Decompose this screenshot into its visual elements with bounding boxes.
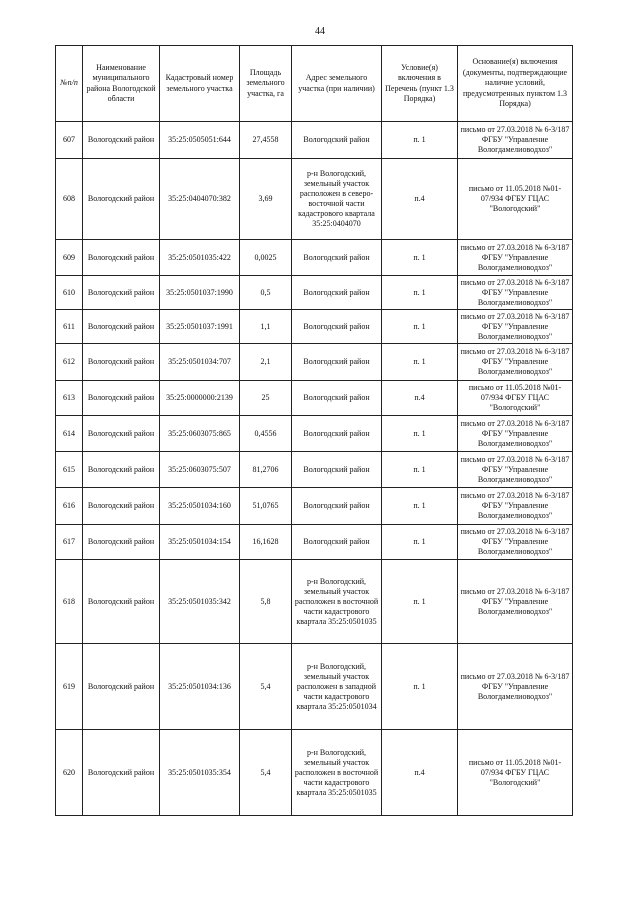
cell-basis: письмо от 11.05.2018 №01-07/934 ФГБУ ГЦАС "Вологодский"	[458, 381, 573, 416]
cell-condition: п. 1	[382, 344, 458, 381]
cell-area: 5,8	[240, 560, 292, 644]
cell-cadastral: 35:25:0603075:865	[160, 416, 240, 452]
cell-area: 5,4	[240, 730, 292, 816]
table-row	[56, 276, 573, 310]
table-row	[56, 560, 573, 644]
cell-district: Вологодский район	[83, 488, 160, 525]
cell-condition: п. 1	[382, 416, 458, 452]
cell-num: 610	[56, 276, 83, 310]
table-body	[56, 122, 573, 816]
table-row	[56, 525, 573, 560]
table-row	[56, 730, 573, 816]
cell-num: 613	[56, 381, 83, 416]
cell-cadastral: 35:25:0501034:154	[160, 525, 240, 560]
cell-area: 1,1	[240, 310, 292, 344]
cell-address: р-н Вологодский, земельный участок расположен в северо-восточной части кадастрового квартала 35:25:0404070	[292, 159, 382, 240]
header-cadastral: Кадастровый номер земельного участка	[160, 46, 240, 122]
cell-area: 81,2706	[240, 452, 292, 488]
cell-address: Вологодский район	[292, 488, 382, 525]
cell-num: 618	[56, 560, 83, 644]
cell-district: Вологодский район	[83, 452, 160, 488]
cell-num: 616	[56, 488, 83, 525]
table-row	[56, 416, 573, 452]
cell-address: Вологодский район	[292, 416, 382, 452]
cell-address: Вологодский район	[292, 452, 382, 488]
cell-basis: письмо от 27.03.2018 № 6-3/187 ФГБУ "Управление Вологдамелиоводхоз"	[458, 525, 573, 560]
cell-basis: письмо от 11.05.2018 №01-07/934 ФГБУ ГЦАС "Вологодский"	[458, 159, 573, 240]
land-plots-table	[55, 45, 573, 816]
cell-area: 0,4556	[240, 416, 292, 452]
cell-num: 609	[56, 240, 83, 276]
cell-district: Вологодский район	[83, 122, 160, 159]
cell-district: Вологодский район	[83, 416, 160, 452]
cell-address: Вологодский район	[292, 240, 382, 276]
cell-address: р-н Вологодский, земельный участок расположен в восточной части кадастрового квартала 35:25:0501035	[292, 730, 382, 816]
cell-cadastral: 35:25:0404070:382	[160, 159, 240, 240]
cell-basis: письмо от 27.03.2018 № 6-3/187 ФГБУ "Управление Вологдамелиоводхоз"	[458, 276, 573, 310]
table-row	[56, 488, 573, 525]
cell-condition: п. 1	[382, 644, 458, 730]
cell-cadastral: 35:25:0501037:1990	[160, 276, 240, 310]
cell-district: Вологодский район	[83, 644, 160, 730]
cell-cadastral: 35:25:0501034:707	[160, 344, 240, 381]
cell-address: р-н Вологодский, земельный участок расположен в восточной части кадастрового квартала 35:25:0501035	[292, 560, 382, 644]
cell-num: 612	[56, 344, 83, 381]
cell-num: 620	[56, 730, 83, 816]
cell-address: р-н Вологодский, земельный участок расположен в западной части кадастрового квартала 35:25:0501034	[292, 644, 382, 730]
cell-district: Вологодский район	[83, 159, 160, 240]
cell-address: Вологодский район	[292, 525, 382, 560]
cell-cadastral: 35:25:0501034:160	[160, 488, 240, 525]
cell-cadastral: 35:25:0501035:422	[160, 240, 240, 276]
table-row	[56, 310, 573, 344]
cell-condition: п. 1	[382, 488, 458, 525]
cell-cadastral: 35:25:0000000:2139	[160, 381, 240, 416]
cell-num: 619	[56, 644, 83, 730]
cell-cadastral: 35:25:0501035:354	[160, 730, 240, 816]
page-number: 44	[315, 26, 325, 37]
cell-num: 617	[56, 525, 83, 560]
cell-address: Вологодский район	[292, 276, 382, 310]
cell-cadastral: 35:25:0501035:342	[160, 560, 240, 644]
cell-condition: п. 1	[382, 240, 458, 276]
cell-condition: п. 1	[382, 525, 458, 560]
cell-basis: письмо от 27.03.2018 № 6-3/187 ФГБУ "Управление Вологдамелиоводхоз"	[458, 122, 573, 159]
header-address: Адрес земельного участка (при наличии)	[292, 46, 382, 122]
header-num: №п/п	[56, 46, 83, 122]
cell-area: 25	[240, 381, 292, 416]
cell-basis: письмо от 27.03.2018 № 6-3/187 ФГБУ "Управление Вологдамелиоводхоз"	[458, 344, 573, 381]
cell-area: 2,1	[240, 344, 292, 381]
cell-cadastral: 35:25:0501034:136	[160, 644, 240, 730]
cell-num: 608	[56, 159, 83, 240]
cell-address: Вологодский район	[292, 344, 382, 381]
cell-district: Вологодский район	[83, 730, 160, 816]
cell-condition: п.4	[382, 381, 458, 416]
cell-basis: письмо от 27.03.2018 № 6-3/187 ФГБУ "Управление Вологдамелиоводхоз"	[458, 416, 573, 452]
cell-basis: письмо от 27.03.2018 № 6-3/187 ФГБУ "Управление Вологдамелиоводхоз"	[458, 240, 573, 276]
cell-condition: п. 1	[382, 122, 458, 159]
header-district: Наименование муниципального района Вологодской области	[83, 46, 160, 122]
cell-district: Вологодский район	[83, 560, 160, 644]
cell-district: Вологодский район	[83, 240, 160, 276]
cell-condition: п.4	[382, 159, 458, 240]
cell-condition: п. 1	[382, 560, 458, 644]
cell-num: 607	[56, 122, 83, 159]
cell-district: Вологодский район	[83, 310, 160, 344]
cell-district: Вологодский район	[83, 525, 160, 560]
cell-cadastral: 35:25:0505051:644	[160, 122, 240, 159]
table-row	[56, 122, 573, 159]
cell-area: 0,0025	[240, 240, 292, 276]
cell-num: 615	[56, 452, 83, 488]
cell-address: Вологодский район	[292, 122, 382, 159]
cell-basis: письмо от 27.03.2018 № 6-3/187 ФГБУ "Управление Вологдамелиоводхоз"	[458, 452, 573, 488]
cell-num: 611	[56, 310, 83, 344]
table-header-row	[56, 46, 573, 122]
cell-district: Вологодский район	[83, 276, 160, 310]
cell-condition: п. 1	[382, 452, 458, 488]
header-area: Площадь земельного участка, га	[240, 46, 292, 122]
cell-area: 51,0765	[240, 488, 292, 525]
table-row	[56, 240, 573, 276]
cell-basis: письмо от 27.03.2018 № 6-3/187 ФГБУ "Управление Вологдамелиоводхоз"	[458, 488, 573, 525]
cell-district: Вологодский район	[83, 381, 160, 416]
cell-area: 5,4	[240, 644, 292, 730]
table-row	[56, 344, 573, 381]
header-basis: Основание(я) включения (документы, подтверждающие наличие условий, предусмотренных пунктом 1.3 Порядка)	[458, 46, 573, 122]
cell-address: Вологодский район	[292, 310, 382, 344]
cell-basis: письмо от 11.05.2018 №01-07/934 ФГБУ ГЦАС "Вологодский"	[458, 730, 573, 816]
table-row	[56, 381, 573, 416]
cell-condition: п.4	[382, 730, 458, 816]
table-row	[56, 159, 573, 240]
cell-area: 16,1628	[240, 525, 292, 560]
cell-district: Вологодский район	[83, 344, 160, 381]
cell-cadastral: 35:25:0501037:1991	[160, 310, 240, 344]
cell-cadastral: 35:25:0603075:507	[160, 452, 240, 488]
cell-condition: п. 1	[382, 310, 458, 344]
cell-basis: письмо от 27.03.2018 № 6-3/187 ФГБУ "Управление Вологдамелиоводхоз"	[458, 310, 573, 344]
table-row	[56, 452, 573, 488]
table-row	[56, 644, 573, 730]
cell-area: 0,5	[240, 276, 292, 310]
cell-basis: письмо от 27.03.2018 № 6-3/187 ФГБУ "Управление Вологдамелиоводхоз"	[458, 560, 573, 644]
header-condition: Условие(я) включения в Перечень (пункт 1.3 Порядка)	[382, 46, 458, 122]
cell-condition: п. 1	[382, 276, 458, 310]
cell-area: 27,4558	[240, 122, 292, 159]
cell-num: 614	[56, 416, 83, 452]
cell-address: Вологодский район	[292, 381, 382, 416]
cell-area: 3,69	[240, 159, 292, 240]
cell-basis: письмо от 27.03.2018 № 6-3/187 ФГБУ "Управление Вологдамелиоводхоз"	[458, 644, 573, 730]
